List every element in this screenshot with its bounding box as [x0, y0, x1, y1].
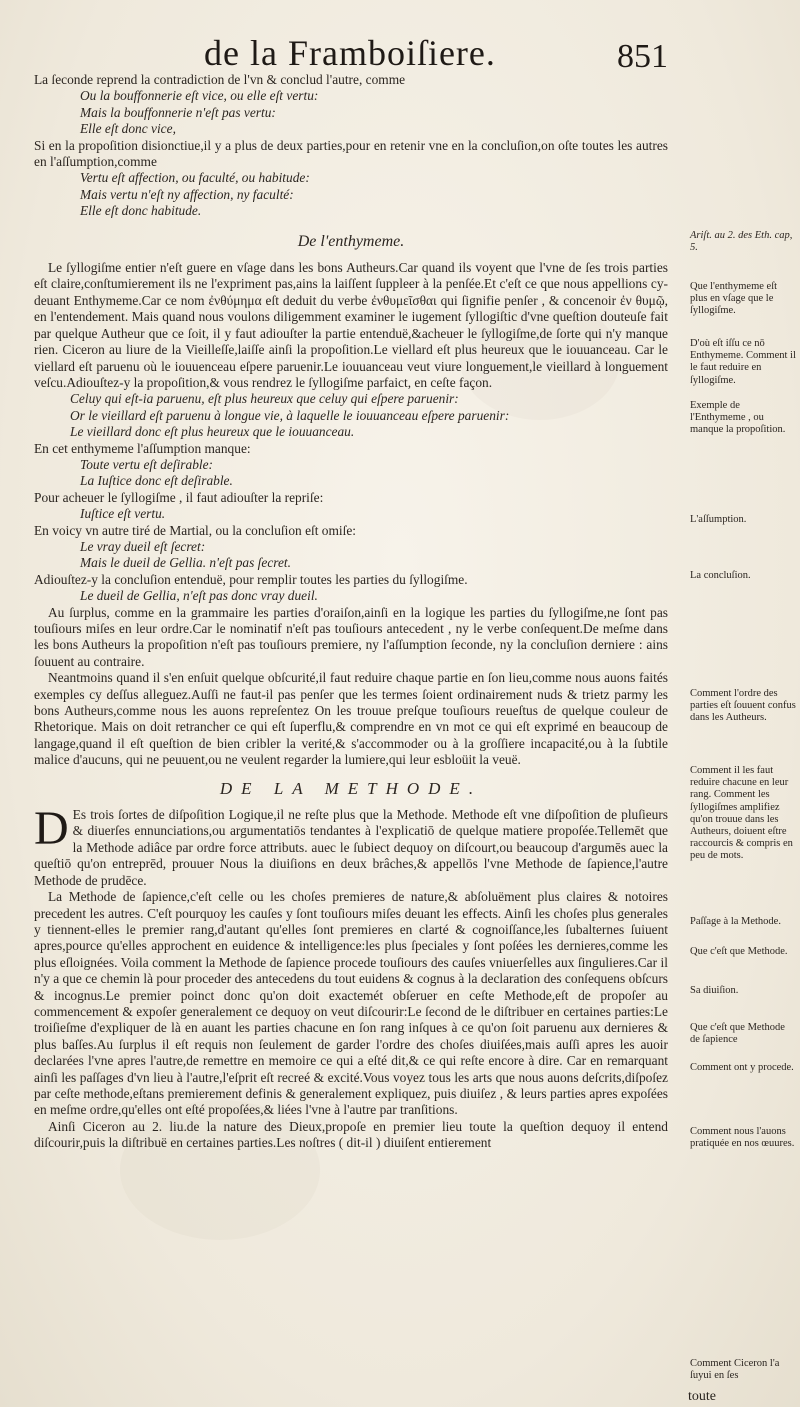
example-line: Ou la bouffonnerie eſt vice, ou elle eſt vertu: [80, 88, 319, 104]
margin-note: Que l'enthymeme eſt plus en vſage que le ſyllogiſme. [690, 281, 778, 317]
example-line: Iuſtice eſt vertu. [80, 506, 166, 522]
paragraph: En cet enthymeme l'aſſumption manque: [34, 440, 251, 456]
section-heading: De l'enthymeme. [297, 232, 405, 250]
running-title: de la Framboiſiere. [204, 33, 496, 73]
example-line: Le dueil de Gellia, n'eſt pas donc vray dueil. [80, 588, 318, 604]
margin-note: D'où eſt iſſu ce nō Enthymeme. Comment il le faut reduire en ſyllogiſme. [690, 338, 796, 386]
margin-note: Ariſt. au 2. des Eth. cap, 5. [690, 230, 793, 254]
paragraph: Au ſurplus, comme en la grammaire les parties d'oraiſon,ainſi en la logique les parties du ſyllogiſme,ne ſont pas touſiours miſes en leur ordre.Car le nominatif n'eſt pas touſiours antecedent , ny le verbe conſequent.De meſme dans les bons Autheurs la propoſition n'eſt pas touſiours premiere, ny l'aſſumption ſeconde, ny la concluſion derniere : ains ſouuent au contraire. [34, 604, 668, 669]
margin-note: Que c'eſt que Methode de ſapience [690, 1022, 785, 1046]
example-line: Mais vertu n'eſt ny affection, ny faculté: [80, 186, 294, 202]
margin-note: Comment ont y procede. [690, 1062, 794, 1073]
margin-note: Exemple de l'Enthymeme , ou manque la propoſition. [690, 400, 786, 436]
paragraph: Ainſi Ciceron au 2. liu.de la nature des Dieux,propoſe en premier lieu toute la queſtion dequoy il entend diſcourir,puis la diſtribuë en certaines parties.Les noſtres ( dit-il ) diuiſent entierement [34, 1118, 668, 1151]
paragraph: La Methode de ſapience,c'eſt celle ou les choſes premieres de nature,& abſoluëment plus claires & notoires precedent les autres. C'eſt pourquoy les cauſes y ſont touſiours miſes deuant les effects. Ainſi les choſes plus generales y tiennent-elles le premier rang,d'autant qu'elles ſont premieres en clarté & cognoiſſance,les ſubalternes ſuiuent apres,pource qu'elles approchent en euidence & intelligence:les plus ſpeciales y ſont poſées les dernieres,comme les plus eſloignées. Voila comment la Methode de ſapience procede touſiours des cauſes vniuerſelles aux ſingulieres.Car il n'y a que ce chemin là pour proceder des antecedens du tout euidens & cognus à la declaration des conſequens obſcurs & incognus.Le premier poinct donc qu'on doit exactemét obſeruer en ceſte Methode,eſt de propoſer au commencement & expoſer generalement ce dequoy on veut diſcourir:Le ſecond de le diſtribuer en certaines parties:Le troiſieſme d'expliquer de là en auant les parties chacune en ſon rang inſques à ce qu'on ſoit paruenu aux dernieres & plus baſſes.Au ſurplus il eſt requis non ſeulement de garder l'ordre des choſes diuiſées,mais auſſi apres les auoir declarées l'vne apres l'autre,de remettre en memoire ce qui a eſté dit,& ce qui reſte encore à dire. Car en remarquant ainſi les paſſages d'vn lieu à l'autre,l'eſprit eſt recreé & excité.Vous voyez tous les arts que nous auons deſcrits,diſpoſez par ceſte methode,eſtans premierement definis & generalement expliquez, puis diuiſez , & leurs parties apres expoſées en meſme ordre,qu'elles ont eſté propoſées,& liées l'vne à l'autre par tranſitions. [34, 889, 668, 1118]
example-line: Le vray dueil eſt ſecret: [80, 538, 206, 554]
example-line: Toute vertu eſt deſirable: [80, 456, 214, 472]
margin-note: Comment Ciceron l'a ſuyui en ſes [690, 1358, 780, 1382]
catchword: toute [688, 1389, 716, 1404]
paragraph-text: Es trois ſortes de diſpoſition Logique,il ne reſte plus que la Methode. Methode eſt vne diſpoſition de pluſieurs & diuerſes ennunciations,ou argumentatiōs tendantes à l'explicatiō de quelque matiere propoſée.Tellemēt que la Methode adiâce par ordre force attributs. auec le ſubiect dequoy on diſcourt,ou beaucoup d'argumēs auec la queſtiō qu'on entreprēd, prouuer Nous la diuiſions en deux brâches,& appellōs l'vne Methode de ſapience,l'autre Methode de prudēce. [34, 807, 668, 888]
page-number: 851 [617, 38, 668, 75]
paragraph: Adiouſtez-y la concluſion entenduë, pour remplir toutes les parties du ſyllogiſme. [34, 571, 468, 587]
margin-note: Comment nous l'auons pratiquée en nos œuures. [690, 1126, 795, 1150]
paragraph [34, 802, 668, 889]
drop-cap: D [34, 802, 69, 856]
example-line: Or le vieillard eſt paruenu à longue vie, à laquelle le iouuanceau eſpere paruenir: [70, 407, 510, 423]
example-line: Mais le dueil de Gellia. n'eſt pas ſecret. [80, 555, 291, 571]
section-heading: DE LA METHODE. [219, 778, 483, 798]
margin-note: La concluſion. [690, 570, 751, 581]
margin-note: Sa diuiſion. [690, 985, 739, 996]
paragraph: Pour acheuer le ſyllogiſme , il faut adiouſter la repriſe: [34, 489, 324, 505]
example-line: Elle eſt donc vice, [80, 121, 176, 137]
margin-note: L'aſſumption. [690, 514, 747, 525]
margin-note: Paſſage à la Methode. [690, 916, 781, 927]
example-line: Celuy qui eſt-ia paruenu, eſt plus heureux que celuy qui eſpere paruenir: [70, 391, 459, 407]
paragraph: Neantmoins quand il s'en enſuit quelque obſcurité,il faut reduire chaque partie en ſon lieu,comme nous auons faités exemples cy deſſus alleguez.Auſſi ne faut-il pas penſer que les termes ſoient ordinairement nuds & trietz parmy les bons Autheurs,comme nous les auons repreſentez On les trouue preſque touſiours reueſtus de quelque couleur de Rhetorique. Mais on doit retrancher ce qui eſt ſuperflu,& comprendre en vn mot ce qui eſt exprimé en beaucoup de langage,quand il eſt queſtion de bien cribler la verité,& s'accommoder ou à la groſſiere incapacité,ou à la ſubtile malice d'aucuns, qui ne peuuent,ou ne veulent regarder la lumiere,qui leur esbloüit la veuë. [34, 670, 668, 768]
paragraph: En voicy vn autre tiré de Martial, ou la concluſion eſt omiſe: [34, 522, 357, 538]
margin-note: Comment il les faut reduire chacune en leur rang. Comment les ſyllogiſmes amplifiez qu'on trouue dans les Autheurs, doiuent eſtre raccourcis & compris en peu de mots. [690, 765, 793, 862]
margin-note: Comment l'ordre des parties eſt ſouuent confus dans les Autheurs. [690, 688, 796, 724]
paragraph: Le ſyllogiſme entier n'eſt guere en vſage dans les bons Autheurs.Car quand ils voyent que l'vne de ſes trois parties eſt claire,conſtumierement ils ne l'expriment pas,ains la laiſſent ſuppleer à la penſée.Et c'eſt ce que nous appellions cy-deuant Enthymeme.Car ce nom ἐνθύμημα eſt deduit du verbe ἐνθυμεῖσθαι qui ſignifie penſer , & concenoir ἐν θυμῷ, en l'entendement. Mais quand nous voulons diligemment examiner le iugement ſyllogiſtic d'vne queſtion douteuſe fait par quelque Autheur que ce ſoit, il y faut adiouſter la partie entenduë,&acheuer le ſyllogiſme,de ſorte qui n'y manque rien. Ciceron au liure de la Vieilleſſe,laiſſe ainſi la propoſition.Le viellard eſt plus heureux que le iouuanceau. Car le viellard eſt paruenu où le iouuenceau eſpere paruenir.Le iouuanceau veut viure longuement,le vieillard à longuement veſcu.Adiouſtez-y la propoſition,& vous rendrez le ſyllogiſme parfaict, en ceſte façon. [34, 260, 668, 390]
example-line: Vertu eſt affection, ou faculté, ou habitude: [80, 170, 310, 186]
margin-note: Que c'eſt que Methode. [690, 946, 788, 957]
example-line: Elle eſt donc habitude. [80, 203, 202, 219]
example-line: Mais la bouffonnerie n'eſt pas vertu: [80, 104, 276, 120]
example-line: La Iuſtice donc eſt deſirable. [80, 473, 233, 489]
example-line: Le vieillard donc eſt plus heureux que le iouuanceau. [70, 424, 355, 440]
main-text-column [34, 72, 668, 1152]
paragraph: Si en la propoſition disionctiue,il y a plus de deux parties,pour en retenir vne en la concluſion,on oſte toutes les autres en l'aſſumption,comme [34, 137, 668, 170]
paragraph: La ſeconde reprend la contradiction de l'vn & conclud l'autre, comme [34, 72, 406, 87]
